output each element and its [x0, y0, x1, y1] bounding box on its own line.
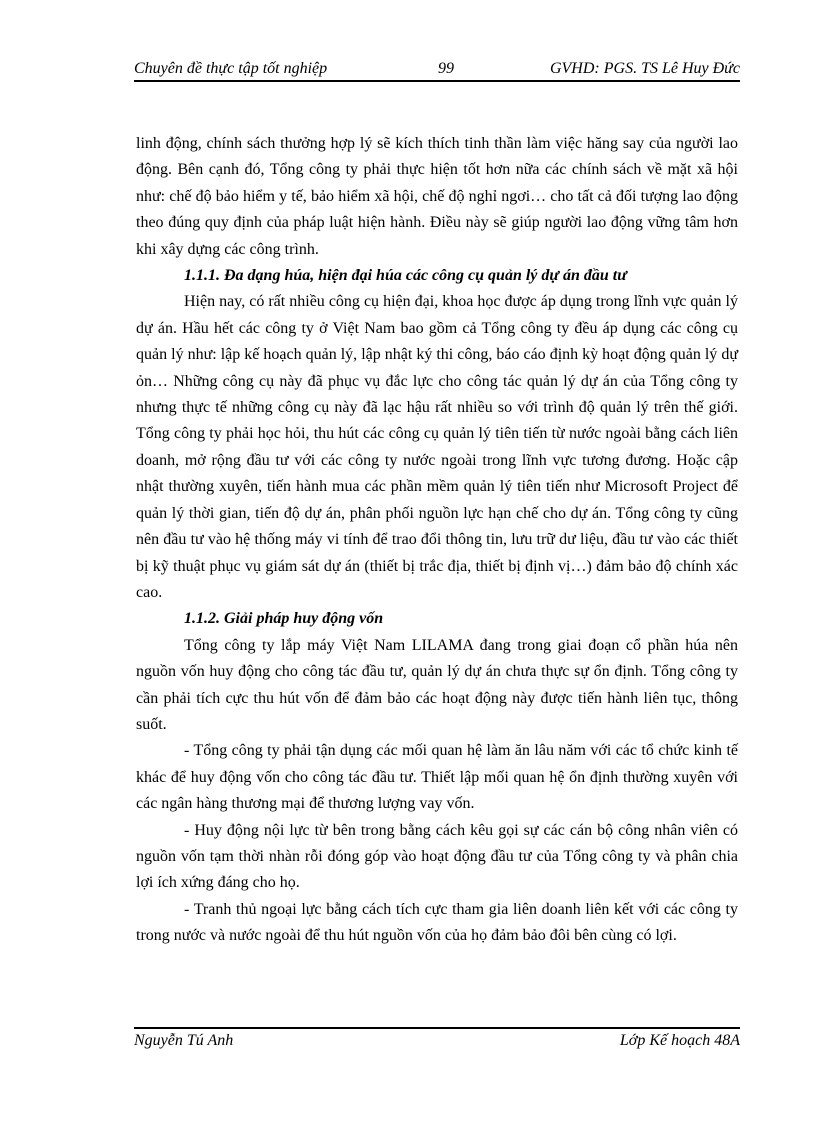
footer-rule [134, 1027, 740, 1029]
paragraph-3: Tổng công ty lắp máy Việt Nam LILAMA đang trong giai đoạn cổ phần húa nên nguồn vốn huy động cho công tác đầu tư, quản lý dự án chưa thực sự ổn định. Tổng công ty cần phải tích cực thu hút vốn để đảm bảo các hoạt động này được tiến hành liên tục, thông suốt. [136, 636, 738, 733]
page-body [136, 131, 738, 950]
paragraph-2: Hiện nay, có rất nhiều công cụ hiện đại, khoa học được áp dụng trong lĩnh vực quản lý dự án. Hầu hết các công ty ở Việt Nam bao gồm cả Tổng công ty đều áp dụng các công cụ quản lý như: lập kế hoạch quản lý, lập nhật ký thi công, báo cáo định kỳ hoạt động quản lý dự ỏn… Những công cụ này đã phục vụ đắc lực cho công tác quản lý dự án của Tổng công ty nhưng thực tế những công cụ này đã lạc hậu rất nhiều so với trình độ quản lý trên thế giới. Tổng công ty phải học hỏi, thu hút các công cụ quản lý tiên tiến từ nước ngoài bằng cách liên doanh, mở rộng đầu tư với các công ty nước ngoài trong lĩnh vực tương đương. Hoặc cập nhật thường xuyên, tiến hành mua các phần mềm quản lý tiên tiến như Microsoft Project để quản lý thời gian, tiến độ dự án, phân phối nguồn lực hạn chế cho dự án. Tổng công ty cũng nên đầu tư vào hệ thống máy vi tính để trao đổi thông tin, lưu trữ dư liệu, đầu tư vào các thiết bị kỹ thuật phục vụ giám sát dự án (thiết bị trắc địa, thiết bị định vị…) đảm bảo độ chính xác cao. [136, 293, 738, 601]
bullet-item-2: - Huy động nội lực từ bên trong bằng cách kêu gọi sự các cán bộ công nhân viên có nguồn vốn tạm thời nhàn rỗi đóng góp vào hoạt động đầu tư của Tổng công ty và phân chia lợi ích xứng đáng cho họ. [136, 821, 738, 892]
footer-author: Nguyễn Tú Anh [134, 1032, 234, 1049]
paragraph-1: linh động, chính sách thưởng hợp lý sẽ kích thích tinh thần làm việc hăng say của người lao động. Bên cạnh đó, Tổng công ty phải thực hiện tốt hơn nữa các chính sách về mặt xã hội như: chế độ bảo hiểm y tế, bảo hiểm xã hội, chế độ nghỉ ngơi… cho tất cả đối tượng lao động theo đúng quy định của pháp luật hiện hành. Điều này sẽ giúp người lao động vững tâm hơn khi xây dựng các công trình. [136, 135, 738, 258]
section-heading-1-1-1: 1.1.1. Đa dạng húa, hiện đại húa các công cụ quản lý dự án đầu tư [184, 267, 627, 285]
page-footer [134, 1032, 740, 1052]
page-header [134, 60, 740, 80]
header-rule [134, 80, 740, 82]
header-advisor: GVHD: PGS. TS Lê Huy Đức [549, 60, 740, 77]
header-title: Chuyên đề thực tập tốt nghiệp [134, 60, 328, 77]
bullet-item-3: - Tranh thủ ngoại lực bằng cách tích cực tham gia liên doanh liên kết với các công ty trong nước và nước ngoài để thu hút nguồn vốn của họ đảm bảo đôi bên cùng có lợi. [136, 900, 738, 945]
bullet-item-1: - Tổng công ty phải tận dụng các mối quan hệ làm ăn lâu năm với các tổ chức kinh tế khác để huy động vốn cho công tác đầu tư. Thiết lập mối quan hệ ổn định thường xuyên với các ngân hàng thương mại để thương lượng vay vốn. [136, 742, 738, 813]
page-number: 99 [438, 60, 454, 77]
section-heading-1-1-2: 1.1.2. Giải pháp huy động vốn [184, 610, 384, 628]
footer-class: Lớp Kế hoạch 48A [619, 1032, 740, 1049]
